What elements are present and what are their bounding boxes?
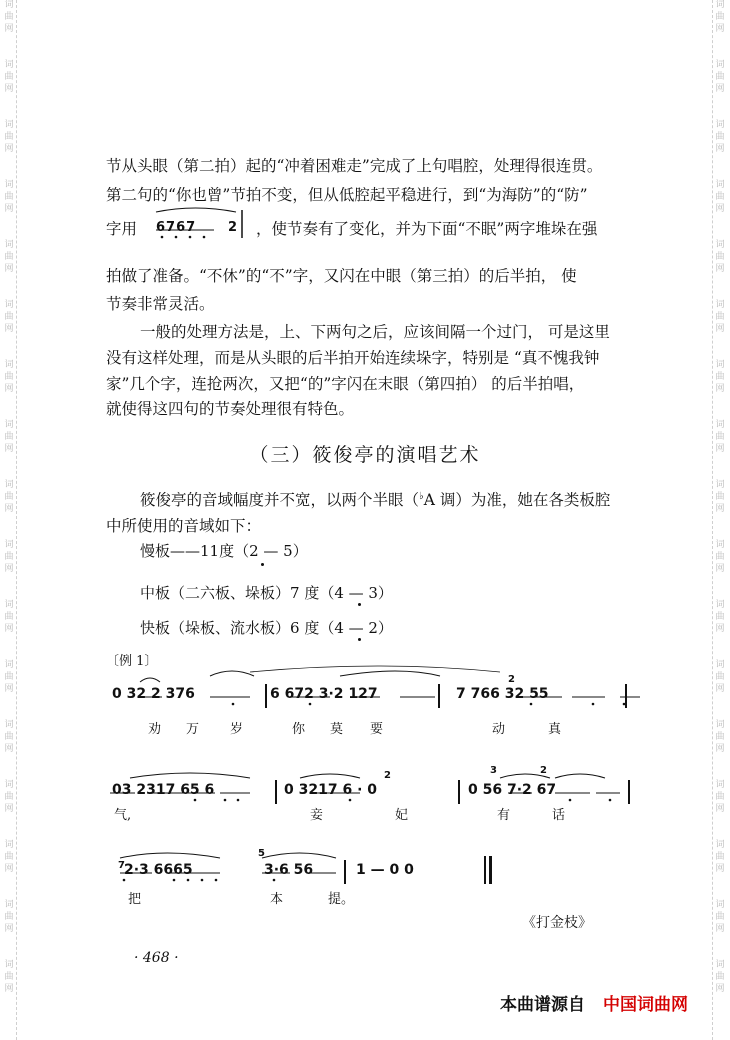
paragraph-line: 就使得这四句的节奏处理很有特色。 [106, 400, 355, 418]
watermark-glyph: 网 [715, 924, 725, 934]
left-watermark-column [2, 0, 17, 1040]
lyric: 气, [114, 808, 132, 823]
watermark-glyph: 曲 [4, 672, 14, 682]
watermark-glyph: 曲 [4, 732, 14, 742]
watermark-glyph: 网 [715, 504, 725, 514]
watermark-glyph: 曲 [715, 852, 725, 862]
watermark-glyph: 曲 [715, 72, 725, 82]
paragraph-line: 一般的处理方法是，上、下两句之后，应该间隔一个过门， 可是这里 [140, 323, 610, 341]
watermark-glyph: 词 [715, 120, 725, 130]
watermark-glyph: 网 [715, 864, 725, 874]
watermark-glyph: 网 [715, 804, 725, 814]
lyric: 莫 [330, 722, 344, 737]
watermark-glyph: 词 [715, 840, 725, 850]
barline [625, 684, 627, 708]
score-row-2-seg3: 0 56 7·2 67 [468, 782, 557, 798]
score-row-1-seg3: 7 766 32 55 [456, 686, 549, 702]
watermark-glyph: 网 [4, 864, 14, 874]
watermark-glyph: 词 [4, 360, 14, 370]
watermark-glyph: 网 [4, 204, 14, 214]
watermark-glyph: 网 [4, 624, 14, 634]
lyric: 动 [492, 722, 506, 737]
watermark-glyph: 词 [4, 120, 14, 130]
watermark-glyph: 网 [4, 264, 14, 274]
paragraph-line: 第二句的“你也曾”节拍不变，但从低腔起平稳进行，到“为海防”的“防” [106, 186, 588, 204]
watermark-glyph: 网 [4, 144, 14, 154]
watermark-glyph: 曲 [715, 132, 725, 142]
low-octave-dot [358, 603, 361, 606]
watermark-glyph: 曲 [4, 552, 14, 562]
grace-note: 2 [384, 770, 391, 781]
watermark-glyph: 曲 [4, 912, 14, 922]
watermark-glyph: 网 [715, 144, 725, 154]
flat-symbol: ♭ [419, 490, 424, 502]
barline [265, 684, 267, 708]
watermark-glyph: 词 [715, 660, 725, 670]
watermark-glyph: 网 [4, 924, 14, 934]
watermark-glyph: 曲 [4, 492, 14, 502]
lyric: 提。 [328, 892, 355, 907]
watermark-glyph: 词 [715, 0, 725, 10]
watermark-glyph: 曲 [4, 312, 14, 322]
watermark-glyph: 曲 [715, 432, 725, 442]
lyric: 你 [292, 722, 306, 737]
watermark-glyph: 网 [4, 84, 14, 94]
watermark-glyph: 词 [715, 240, 725, 250]
watermark-glyph: 曲 [4, 132, 14, 142]
watermark-glyph: 网 [4, 24, 14, 34]
paragraph-line: 拍做了准备。“不休”的“不”字，又闪在中眼（第三拍）的后半拍， 使 [106, 267, 577, 285]
watermark-glyph: 网 [715, 564, 725, 574]
watermark-glyph: 词 [4, 540, 14, 550]
watermark-glyph: 词 [4, 660, 14, 670]
watermark-glyph: 网 [4, 744, 14, 754]
watermark-glyph: 曲 [4, 12, 14, 22]
paragraph-line: 没有这样处理，而是从头眼的后半拍开始连续垛字，特别是 “真不愧我钟 [106, 349, 600, 367]
low-octave-dot [261, 563, 264, 566]
watermark-glyph: 曲 [715, 612, 725, 622]
barline [438, 684, 440, 708]
watermark-glyph: 网 [4, 384, 14, 394]
range-intro-line: 中所使用的音域如下： [106, 517, 262, 535]
watermark-glyph: 词 [715, 60, 725, 70]
range-intro-part-b: A 调）为准，她在各类板腔 [423, 491, 611, 509]
watermark-glyph: 词 [715, 180, 725, 190]
grace-note: 2 [540, 765, 547, 776]
watermark-glyph: 词 [4, 0, 14, 10]
watermark-glyph: 词 [4, 600, 14, 610]
final-barline-thick [489, 856, 492, 884]
lyric: 把 [128, 892, 142, 907]
watermark-glyph: 曲 [715, 192, 725, 202]
score-row-1-seg2: 6 672 3·2 127 [270, 686, 378, 702]
lyric: 万 [186, 722, 200, 737]
watermark-glyph: 网 [715, 984, 725, 994]
score-row-3-seg3: 1 — 0 0 [356, 862, 414, 878]
watermark-glyph: 曲 [4, 72, 14, 82]
inline-notation-tail: 2 [228, 220, 239, 235]
watermark-glyph: 词 [4, 300, 14, 310]
watermark-glyph: 网 [4, 984, 14, 994]
grace-note: 5 [258, 848, 265, 859]
range-intro-part-a: 筱俊亭的音域幅度并不宽，以两个半眼（ [140, 491, 420, 509]
inline-notation-notes: 6767 [156, 220, 197, 235]
watermark-glyph: 曲 [4, 972, 14, 982]
watermark-glyph: 曲 [4, 852, 14, 862]
watermark-glyph: 曲 [715, 372, 725, 382]
watermark-glyph: 网 [4, 324, 14, 334]
range-intro-line [140, 488, 680, 510]
watermark-glyph: 曲 [715, 252, 725, 262]
lyric: 要 [370, 722, 384, 737]
lyric: 劝 [148, 722, 162, 737]
watermark-glyph: 词 [4, 780, 14, 790]
watermark-glyph: 词 [4, 840, 14, 850]
score-row-3-seg2: 3·6 56 [264, 862, 314, 878]
paragraph-line-prefix: 字用 [106, 220, 138, 238]
example-label: 〔例 1〕 [106, 654, 158, 669]
range-medium: 中板（二六板、垛板）7 度（4 — 3） [140, 584, 393, 602]
watermark-glyph: 曲 [715, 492, 725, 502]
watermark-glyph: 词 [715, 720, 725, 730]
watermark-glyph: 词 [4, 480, 14, 490]
lyric: 真 [548, 722, 562, 737]
watermark-glyph: 词 [715, 420, 725, 430]
barline [628, 780, 630, 804]
paragraph-line: 家”几个字，连抢两次，又把“的”字闪在末眼（第四拍） 的后半拍唱， [106, 375, 585, 393]
watermark-glyph: 网 [715, 204, 725, 214]
watermark-glyph: 曲 [715, 12, 725, 22]
watermark-glyph: 网 [4, 564, 14, 574]
watermark-glyph: 网 [4, 504, 14, 514]
watermark-glyph: 词 [4, 420, 14, 430]
score-row-2-seg1: 03 2317 65 6 [112, 782, 215, 798]
watermark-glyph: 曲 [4, 612, 14, 622]
barline [344, 860, 346, 884]
watermark-glyph: 词 [4, 720, 14, 730]
lyric: 本 [270, 892, 284, 907]
barline [458, 780, 460, 804]
watermark-glyph: 曲 [715, 912, 725, 922]
watermark-glyph: 网 [4, 444, 14, 454]
range-slow: 慢板——11度（2 — 5） [140, 542, 308, 560]
watermark-glyph: 曲 [715, 972, 725, 982]
watermark-glyph: 词 [715, 960, 725, 970]
final-barline-thin [484, 856, 486, 884]
score-row-2-seg2: 0 3217 6 · 0 [284, 782, 378, 798]
watermark-glyph: 词 [4, 240, 14, 250]
watermark-glyph: 曲 [4, 372, 14, 382]
watermark-glyph: 网 [715, 84, 725, 94]
watermark-glyph: 网 [715, 384, 725, 394]
score-row-1-seg1: 0 32 2 376 [112, 686, 195, 702]
watermark-glyph: 曲 [715, 732, 725, 742]
watermark-glyph: 网 [715, 24, 725, 34]
grace-note: 7 [118, 860, 125, 871]
watermark-glyph: 词 [715, 300, 725, 310]
watermark-glyph: 词 [4, 900, 14, 910]
grace-note: 2 [508, 674, 515, 685]
watermark-glyph: 网 [715, 684, 725, 694]
watermark-glyph: 曲 [4, 792, 14, 802]
watermark-glyph: 网 [4, 804, 14, 814]
watermark-glyph: 网 [715, 624, 725, 634]
watermark-glyph: 词 [715, 600, 725, 610]
paragraph-line-suffix: ，使节奏有了变化，并为下面“不眠”两字堆垛在强 [256, 220, 598, 238]
watermark-glyph: 词 [715, 480, 725, 490]
barline [275, 780, 277, 804]
watermark-glyph: 曲 [715, 792, 725, 802]
lyric: 妃 [395, 808, 409, 823]
watermark-glyph: 曲 [715, 552, 725, 562]
watermark-glyph: 词 [715, 540, 725, 550]
grace-note: 3 [490, 765, 497, 776]
footer-site-name: 中国词曲网 [603, 995, 688, 1015]
watermark-glyph: 网 [4, 684, 14, 694]
paragraph-line: 节从头眼（第二拍）起的“冲着困难走”完成了上句唱腔，处理得很连贯。 [106, 157, 603, 175]
source-citation: 《打金枝》 [522, 915, 592, 931]
watermark-glyph: 曲 [715, 312, 725, 322]
score-row-3-seg1: 2·3 6665 [124, 862, 193, 878]
watermark-glyph: 曲 [4, 252, 14, 262]
watermark-glyph: 词 [715, 900, 725, 910]
right-watermark-column [712, 0, 727, 1040]
watermark-glyph: 词 [4, 60, 14, 70]
range-fast: 快板（垛板、流水板）6 度（4 — 2） [140, 619, 393, 637]
lyric: 话 [552, 808, 566, 823]
watermark-glyph: 曲 [4, 192, 14, 202]
watermark-glyph: 词 [715, 360, 725, 370]
watermark-glyph: 词 [4, 180, 14, 190]
section-title: （三）筱俊亭的演唱艺术 [249, 444, 481, 466]
watermark-glyph: 网 [715, 264, 725, 274]
watermark-glyph: 词 [715, 780, 725, 790]
watermark-glyph: 词 [4, 960, 14, 970]
watermark-glyph: 曲 [715, 672, 725, 682]
footer-source-label: 本曲谱源自 [500, 995, 585, 1015]
lyric: 岁 [230, 722, 244, 737]
page-number: · 468 · [134, 950, 179, 966]
watermark-glyph: 网 [715, 744, 725, 754]
watermark-glyph: 网 [715, 444, 725, 454]
lyric: 有 [497, 808, 511, 823]
watermark-glyph: 网 [715, 324, 725, 334]
paragraph-line: 节奏非常灵活。 [106, 295, 215, 313]
low-octave-dot [358, 638, 361, 641]
watermark-glyph: 曲 [4, 432, 14, 442]
lyric: 妾 [310, 808, 324, 823]
